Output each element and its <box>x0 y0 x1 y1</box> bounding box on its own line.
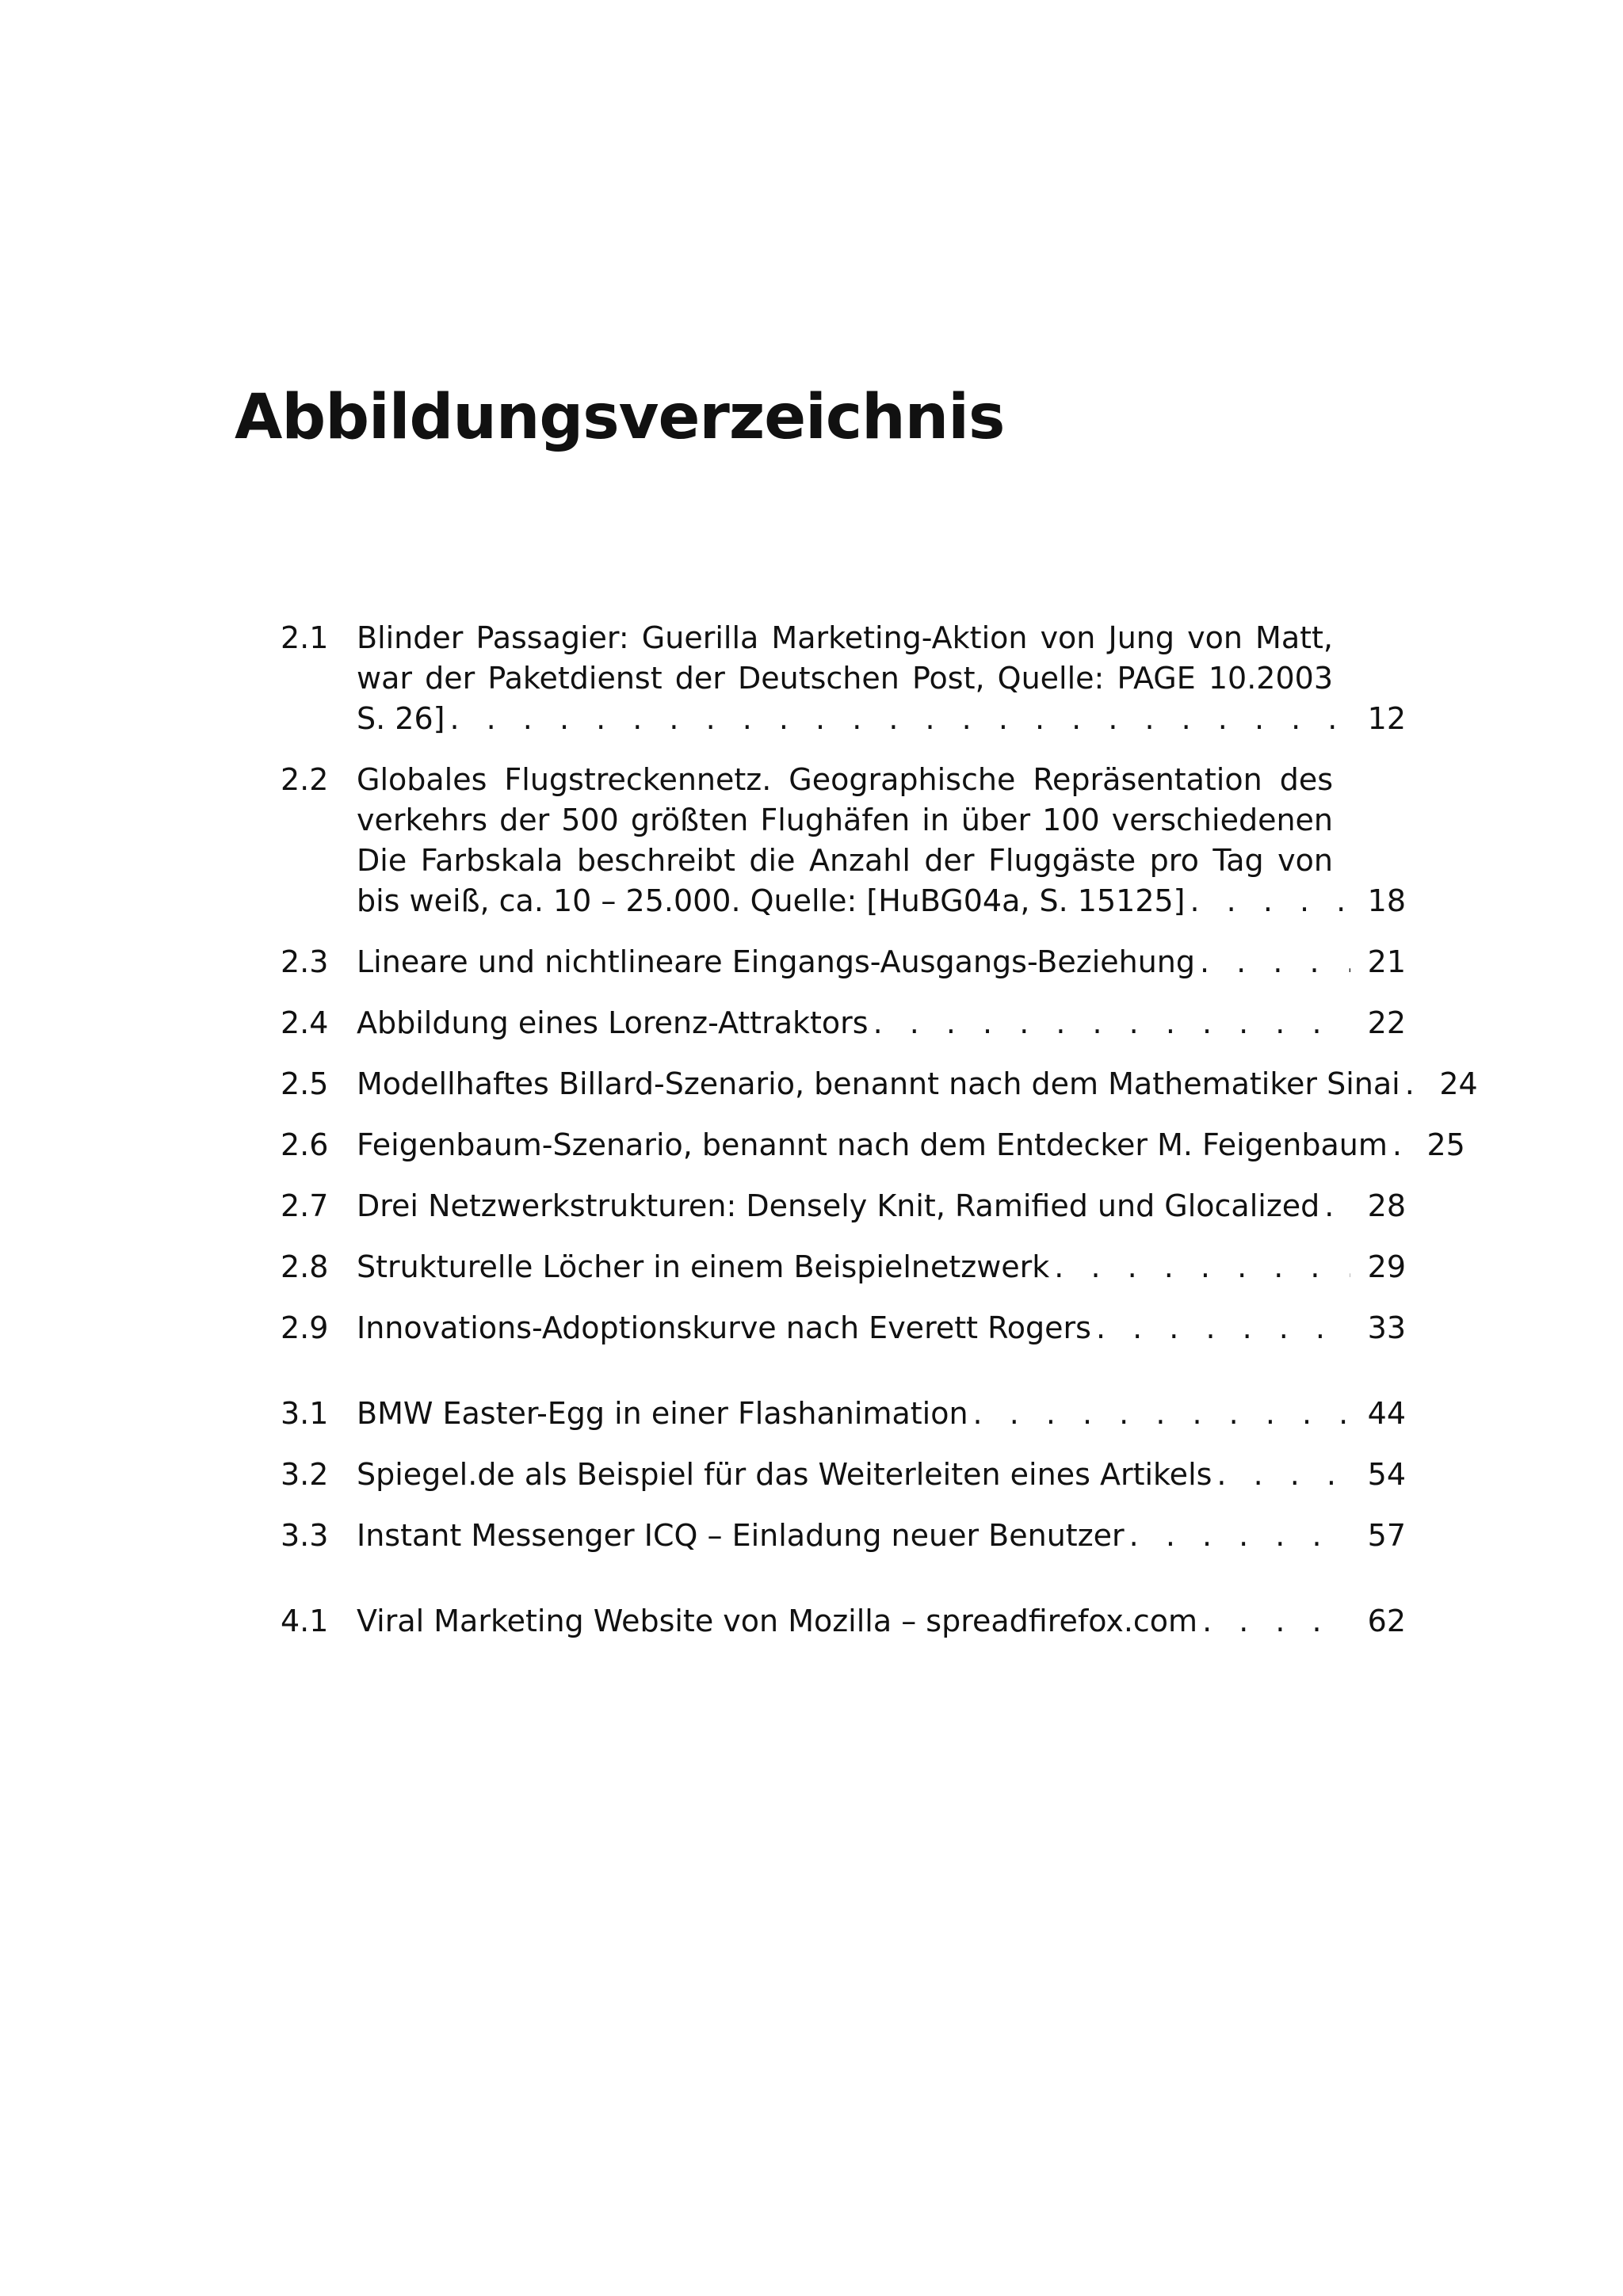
page-number[interactable]: 18 <box>1367 883 1406 918</box>
figure-entry[interactable] <box>281 1003 1406 1043</box>
dot-leader <box>968 1394 1350 1434</box>
figure-number: 2.6 <box>281 1127 329 1162</box>
figure-caption <box>357 760 1406 921</box>
figure-number: 2.4 <box>281 1005 329 1040</box>
caption-line: Die Farbskala beschreibt die Anzahl der Fluggäste pro Tag von <box>357 843 1333 878</box>
caption-last-line <box>357 1064 1478 1104</box>
figure-caption <box>357 1003 1406 1043</box>
figure-number: 3.1 <box>281 1396 329 1431</box>
dot-leader <box>869 1003 1350 1043</box>
figure-entry[interactable] <box>281 618 1406 739</box>
page-number[interactable]: 24 <box>1439 1066 1478 1101</box>
figure-caption <box>357 942 1406 982</box>
dot-leader <box>445 699 1350 739</box>
figure-caption <box>357 1308 1406 1348</box>
figure-entry[interactable] <box>281 1308 1406 1348</box>
page-number[interactable]: 28 <box>1367 1188 1406 1223</box>
caption-line: verkehrs der 500 größten Flughäfen in über 100 verschiedenen <box>357 803 1333 837</box>
dot-leader <box>1195 942 1350 982</box>
caption-line: Abbildung eines Lorenz-Attraktors <box>357 1005 869 1040</box>
caption-last-line <box>357 1455 1406 1495</box>
caption-line: Innovations-Adoptionskurve nach Everett Rogers <box>357 1310 1091 1345</box>
figure-number: 4.1 <box>281 1604 329 1638</box>
figure-entry[interactable] <box>281 1186 1406 1226</box>
figure-entry[interactable] <box>281 1455 1406 1495</box>
page-number[interactable]: 54 <box>1367 1457 1406 1492</box>
dot-leader <box>1125 1516 1350 1556</box>
caption-last-line <box>357 1247 1406 1287</box>
caption-last-line <box>357 1186 1406 1226</box>
caption-line: Modellhaftes Billard-Szenario, benannt nach dem Mathematiker Sinai <box>357 1066 1400 1101</box>
caption-line: Instant Messenger ICQ – Einladung neuer Benutzer <box>357 1518 1125 1553</box>
caption-last-line <box>357 699 1406 739</box>
dot-leader <box>1091 1308 1350 1348</box>
page-number[interactable]: 33 <box>1367 1310 1406 1345</box>
figure-caption <box>357 1516 1406 1556</box>
page-number[interactable]: 62 <box>1367 1604 1406 1638</box>
figure-number: 3.3 <box>281 1518 329 1553</box>
caption-last-line <box>357 1125 1465 1165</box>
page-number[interactable]: 22 <box>1367 1005 1406 1040</box>
caption-last-line <box>357 942 1406 982</box>
caption-line: war der Paketdienst der Deutschen Post, Quelle: PAGE 10.2003 <box>357 661 1333 696</box>
figure-number: 2.9 <box>281 1310 329 1345</box>
caption-line: Drei Netzwerkstrukturen: Densely Knit, Ramified und Glocalized <box>357 1188 1320 1223</box>
caption-line: Lineare und nichtlineare Eingangs-Ausgangs-Beziehung <box>357 944 1196 979</box>
caption-line: Strukturelle Löcher in einem Beispielnetzwerk <box>357 1249 1050 1284</box>
caption-line: bis weiß, ca. 10 – 25.000. Quelle: [HuBG04a, S. 15125] <box>357 883 1186 918</box>
caption-line: Globales Flugstreckennetz. Geographische Repräsentation des <box>357 762 1333 797</box>
figure-caption <box>357 1455 1406 1495</box>
figure-number: 2.3 <box>281 944 329 979</box>
dot-leader <box>1400 1064 1423 1104</box>
caption-line: BMW Easter-Egg in einer Flashanimation <box>357 1396 968 1431</box>
figure-caption <box>357 1247 1406 1287</box>
caption-line: Blinder Passagier: Guerilla Marketing-Aktion von Jung von Matt, <box>357 620 1333 655</box>
caption-last-line <box>357 881 1406 921</box>
figure-number: 3.2 <box>281 1457 329 1492</box>
figure-caption <box>357 618 1406 739</box>
figure-number: 2.5 <box>281 1066 329 1101</box>
figure-entry[interactable] <box>281 760 1406 921</box>
figure-number: 2.8 <box>281 1249 329 1284</box>
dot-leader <box>1212 1455 1350 1495</box>
dot-leader <box>1388 1125 1410 1165</box>
figure-caption <box>357 1601 1406 1642</box>
figure-entry[interactable] <box>281 1125 1465 1165</box>
caption-last-line <box>357 1308 1406 1348</box>
figure-caption <box>357 1394 1406 1434</box>
page-number[interactable]: 44 <box>1367 1396 1406 1431</box>
figure-number: 2.2 <box>281 762 329 797</box>
caption-last-line <box>357 1601 1406 1642</box>
caption-last-line <box>357 1516 1406 1556</box>
page-title: Abbildungsverzeichnis <box>235 382 1005 453</box>
caption-last-line <box>357 1003 1406 1043</box>
dot-leader <box>1197 1601 1350 1642</box>
figure-caption <box>357 1064 1478 1104</box>
figure-number: 2.7 <box>281 1188 329 1223</box>
figure-entry[interactable] <box>281 1394 1406 1434</box>
caption-line: Viral Marketing Website von Mozilla – spreadfirefox.com <box>357 1604 1198 1638</box>
figure-entry[interactable] <box>281 1601 1406 1642</box>
page-number[interactable]: 57 <box>1367 1518 1406 1553</box>
caption-line: S. 26] <box>357 701 445 736</box>
dot-leader <box>1186 881 1350 921</box>
figure-caption <box>357 1186 1406 1226</box>
page-number[interactable]: 29 <box>1367 1249 1406 1284</box>
figure-caption <box>357 1125 1465 1165</box>
list-of-figures <box>281 618 1478 1642</box>
page-number[interactable]: 12 <box>1367 701 1406 736</box>
caption-line: Feigenbaum-Szenario, benannt nach dem Entdecker M. Feigenbaum <box>357 1127 1388 1162</box>
caption-last-line <box>357 1394 1406 1434</box>
page-number[interactable]: 21 <box>1367 944 1406 979</box>
figure-entry[interactable] <box>281 1247 1406 1287</box>
page-number[interactable]: 25 <box>1426 1127 1465 1162</box>
figure-entry[interactable] <box>281 942 1406 982</box>
dot-leader <box>1049 1247 1350 1287</box>
dot-leader <box>1319 1186 1350 1226</box>
figure-entry[interactable] <box>281 1516 1406 1556</box>
caption-line: Spiegel.de als Beispiel für das Weiterleiten eines Artikels <box>357 1457 1212 1492</box>
figure-number: 2.1 <box>281 620 329 655</box>
figure-entry[interactable] <box>281 1064 1478 1104</box>
